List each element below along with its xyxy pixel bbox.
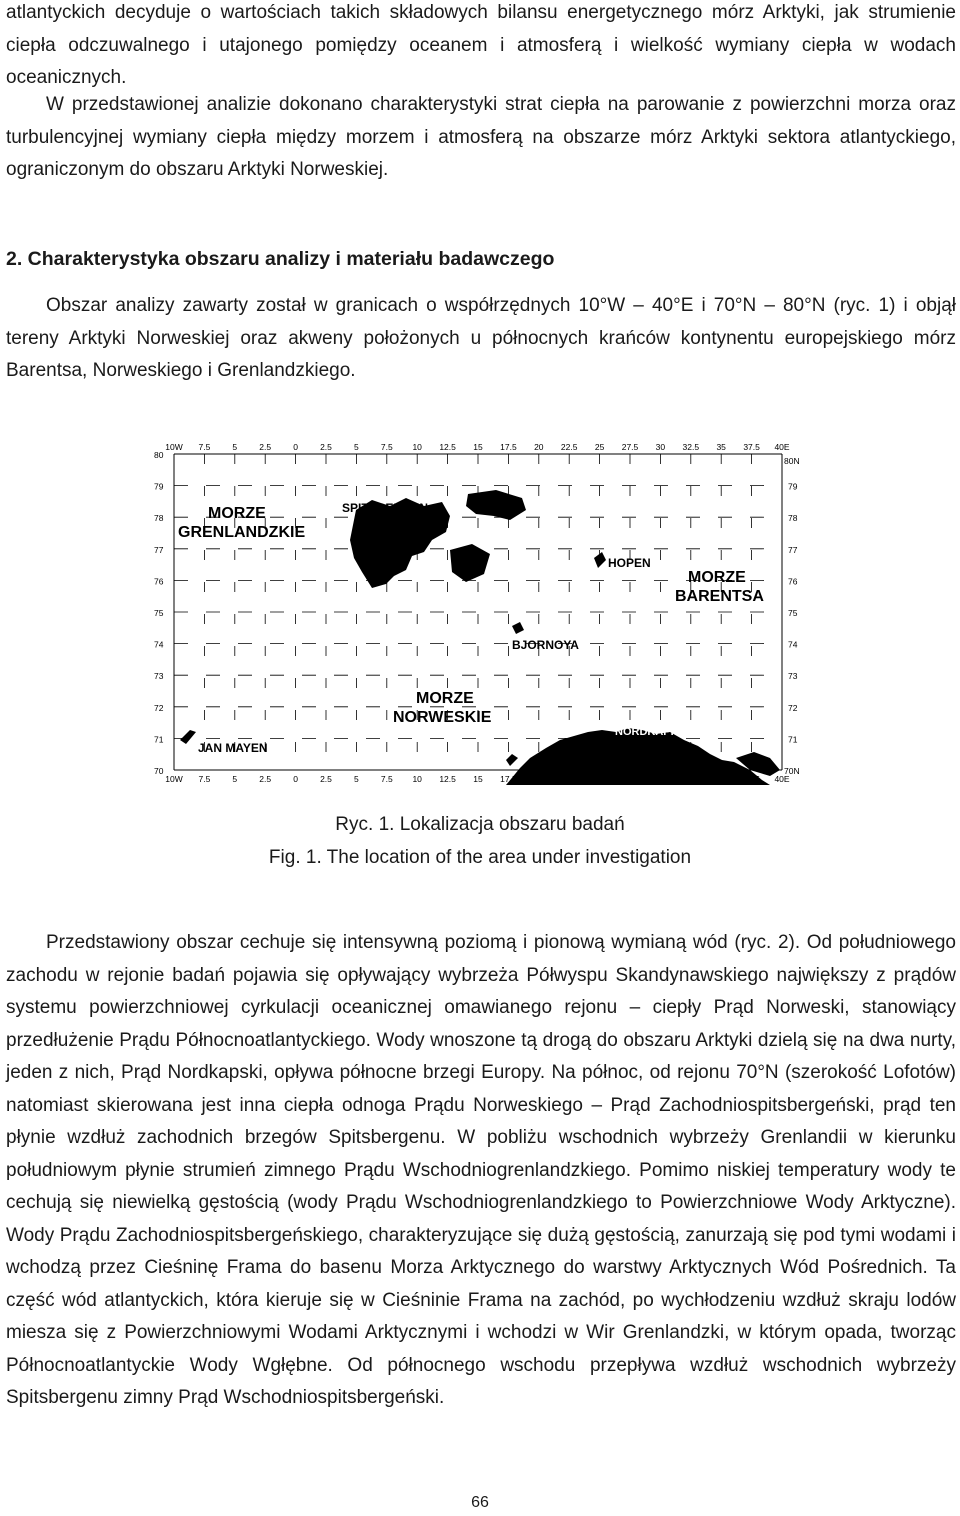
lon-label-bottom: 2.5 [320,774,332,784]
lon-label-bottom: 35 [716,774,726,784]
barents-sea-label-2: BARENTSA [675,588,764,605]
lat-label-left: 75 [154,608,164,618]
lon-label-top: 40E [774,442,790,452]
nordaustlandet-landmass [466,490,526,520]
nordkapp-label: NORDKAPP [615,726,678,738]
lon-label-top: 12.5 [439,442,456,452]
lon-label-top: 37.5 [743,442,760,452]
lon-label-top: 5 [232,442,238,452]
lon-label-bottom: 15 [473,774,483,784]
lon-label-bottom: 30 [655,774,666,784]
paragraph-analysis-scope: W przedstawionej analizie dokonano charakterystyki strat ciepła na parowanie z powierzchni morza oraz turbulencyjnej wymiany ciepła między morzem i atmosferą na obszarze mórz Arktyki sektora atlantyckiego, ograniczonym do obszaru Arktyki Norweskiej. [6,94,956,180]
hopen-label: HOPEN [608,556,651,570]
lon-label-bottom: 10W [165,774,183,784]
lon-label-top: 15 [473,442,483,452]
paragraph-study-area: Obszar analizy zawarty został w granicach o współrzędnych 10°W – 40°E i 70°N – 80°N (ryc. 1) i objął tereny Arktyki Norweskiej oraz akweny położonych u północnych krańców kontynentu europejskiego mórz Barentsa, Norweskiego i Grenlandzkiego. [6,295,956,381]
jan-mayen-landmass [180,730,196,744]
lat-label-right: 77 [788,544,798,555]
lon-label-top: 5 [354,442,359,452]
lon-label-top: 2.5 [259,442,272,452]
norwegian-sea-label-2: NORWESKIE [393,709,492,726]
lon-label-bottom: 20 [534,774,544,784]
lon-label-bottom: 27.5 [621,774,639,784]
lon-label-bottom: 2.5 [259,774,272,784]
bjornoya-landmass [512,622,524,634]
lon-label-bottom: 7.5 [198,774,211,784]
lon-label-bottom: 17.5 [500,774,517,784]
lat-label-right: 79 [788,481,798,492]
barents-sea-label-1: MORZE [688,569,746,586]
lat-label-right: 72 [788,702,798,713]
corner-label-70n: 70N [784,766,800,776]
figure-caption-pl: Ryc. 1. Lokalizacja obszaru badań [335,814,625,835]
lat-label-right: 78 [788,513,798,524]
lat-label-left: 78 [154,513,164,524]
lon-label-bottom: 10 [412,774,422,784]
lon-label-bottom: 7.5 [380,774,393,784]
lat-label-left: 71 [154,734,164,745]
lon-label-top: 20 [534,442,544,452]
lat-label-right: 71 [788,734,798,745]
lon-label-top: 7.5 [380,442,393,452]
lon-label-bottom: 0 [293,774,298,784]
study-area-map [150,440,810,785]
lat-label-left: 72 [154,702,164,713]
lon-label-top: 27.5 [621,442,639,452]
figure-caption-en: Fig. 1. The location of the area under investigation [268,847,692,868]
hopen-landmass [594,552,606,568]
norwegian-sea-label-1: MORZE [416,690,474,707]
lon-label-bottom: 37.5 [743,774,760,784]
lon-label-top: 10 [412,442,422,452]
paragraph-intro: atlantyckich decyduje o wartościach takich składowych bilansu energetycznego mórz Arktyki, jak strumienie ciepła odczuwalnego i utajonego pomiędzy oceanem i atmosferą i wielkość wymiany ciepła w wodach oceanicznych. [6,2,956,88]
edgeoya-landmass [450,544,490,582]
corner-label-80n: 80N [784,456,800,466]
lon-label-top: 35 [716,442,726,452]
lon-label-bottom: 5 [354,774,359,784]
lon-label-bottom: 22.5 [560,774,578,784]
lon-label-bottom: 25 [594,774,605,784]
lon-label-bottom: 12.5 [439,774,456,784]
paragraph-water-exchange: Przedstawiony obszar cechuje się intensywną poziomą i pionową wymianą wód (ryc. 2). Od południowego zachodu w rejonie badań pojawia się opływający wybrzeża Półwyspu Skandynawskiego największy z prądów systemu powierzchniowej cyrkulacji oceanicznej omawianego rejonu – ciepły Prąd Norweski, stanowiący przedłużenie Prądu Północnoatlantyckiego. Wody wnoszone tą drogą do obszaru Arktyki dzielą się na dwa nurty, jeden z nich, Prąd Nordkapski, opływa północne brzegi Europy. Na północ, od rejonu 70°N (szerokość Lofotów) natomiast skierowana jest inna ciepła odnoga Prądu Norweskiego – Prąd Zachodniospitsbergeński, prąd ten płynie wzdłuż zachodnich brzegów Spitsbergenu. W pobliżu wschodnich wybrzeży Grenlandii w kierunku południowym płynie strumień zimnego Prądu Wschodniogrenlandzkiego. Pomimo niskiej temperatury wody te cechują się niewielką gęstością (wody Prądu Wschodniogrenlandzkiego to Powierzchniowe Wody Arktyczne). Wody Prądu Zachodniospitsbergeńskiego, charakteryzujące się dużą gęstością, zanurzają się pod tymi wodami i wchodzą przez Cieśninę Frama do basenu Morza Arktycznego do warstwy Arktycznych Wód Pośrednich. Ta część wód atlantyckich, która kieruje się w Cieśninie Frama na zachód, po wychłodzeniu wzdłuż skraju lodów miesza się z Powierzchniowymi Wodami Arktycznymi i wchodzi w Wir Grenlandzki, w którym opada, tworząc Północnoatlantyckie Wody Wgłębne. Od północnego wschodu przepływa wzdłuż wschodnich wybrzeży Spitsbergenu zimny Prąd Wschodniospitsbergeński. [6,932,956,1408]
lat-label-left: 77 [154,544,164,555]
lon-label-bottom: 5 [232,774,238,784]
lon-label-top: 10W [165,442,183,452]
lat-label-left: 79 [154,481,164,492]
lat-label-left: 70 [154,766,164,776]
jan-mayen-label: JAN MAYEN [198,741,268,755]
lon-label-top: 32.5 [682,442,700,452]
lon-label-top: 17.5 [500,442,517,452]
lon-label-top: 0 [293,442,298,452]
lat-label-left: 80 [154,450,164,460]
lofoten-landmass [506,754,518,766]
lon-label-bottom: 32.5 [682,774,700,784]
lon-label-top: 25 [594,442,605,452]
lon-label-bottom: 40E [774,774,790,784]
spitsbergen-label: SPITSBERGEN [342,501,429,515]
lat-label-right: 73 [788,671,798,682]
greenland-sea-label-1: MORZE [208,505,266,522]
lon-label-top: 22.5 [560,442,578,452]
bjornoya-label: BJORNOYA [512,638,579,652]
lat-label-left: 73 [154,671,164,682]
lat-label-right: 74 [788,639,798,650]
page-number: 66 [471,1494,489,1511]
lat-label-right: 75 [788,608,798,618]
lon-label-top: 2.5 [320,442,332,452]
section-heading: 2. Charakterystyka obszaru analizy i materiału badawczego [6,248,555,270]
lat-label-right: 76 [788,576,798,587]
lat-label-left: 74 [154,639,164,650]
lon-label-top: 30 [655,442,666,452]
lon-label-top: 7.5 [198,442,211,452]
lat-label-left: 76 [154,576,164,587]
greenland-sea-label-2: GRENLANDZKIE [178,524,306,541]
